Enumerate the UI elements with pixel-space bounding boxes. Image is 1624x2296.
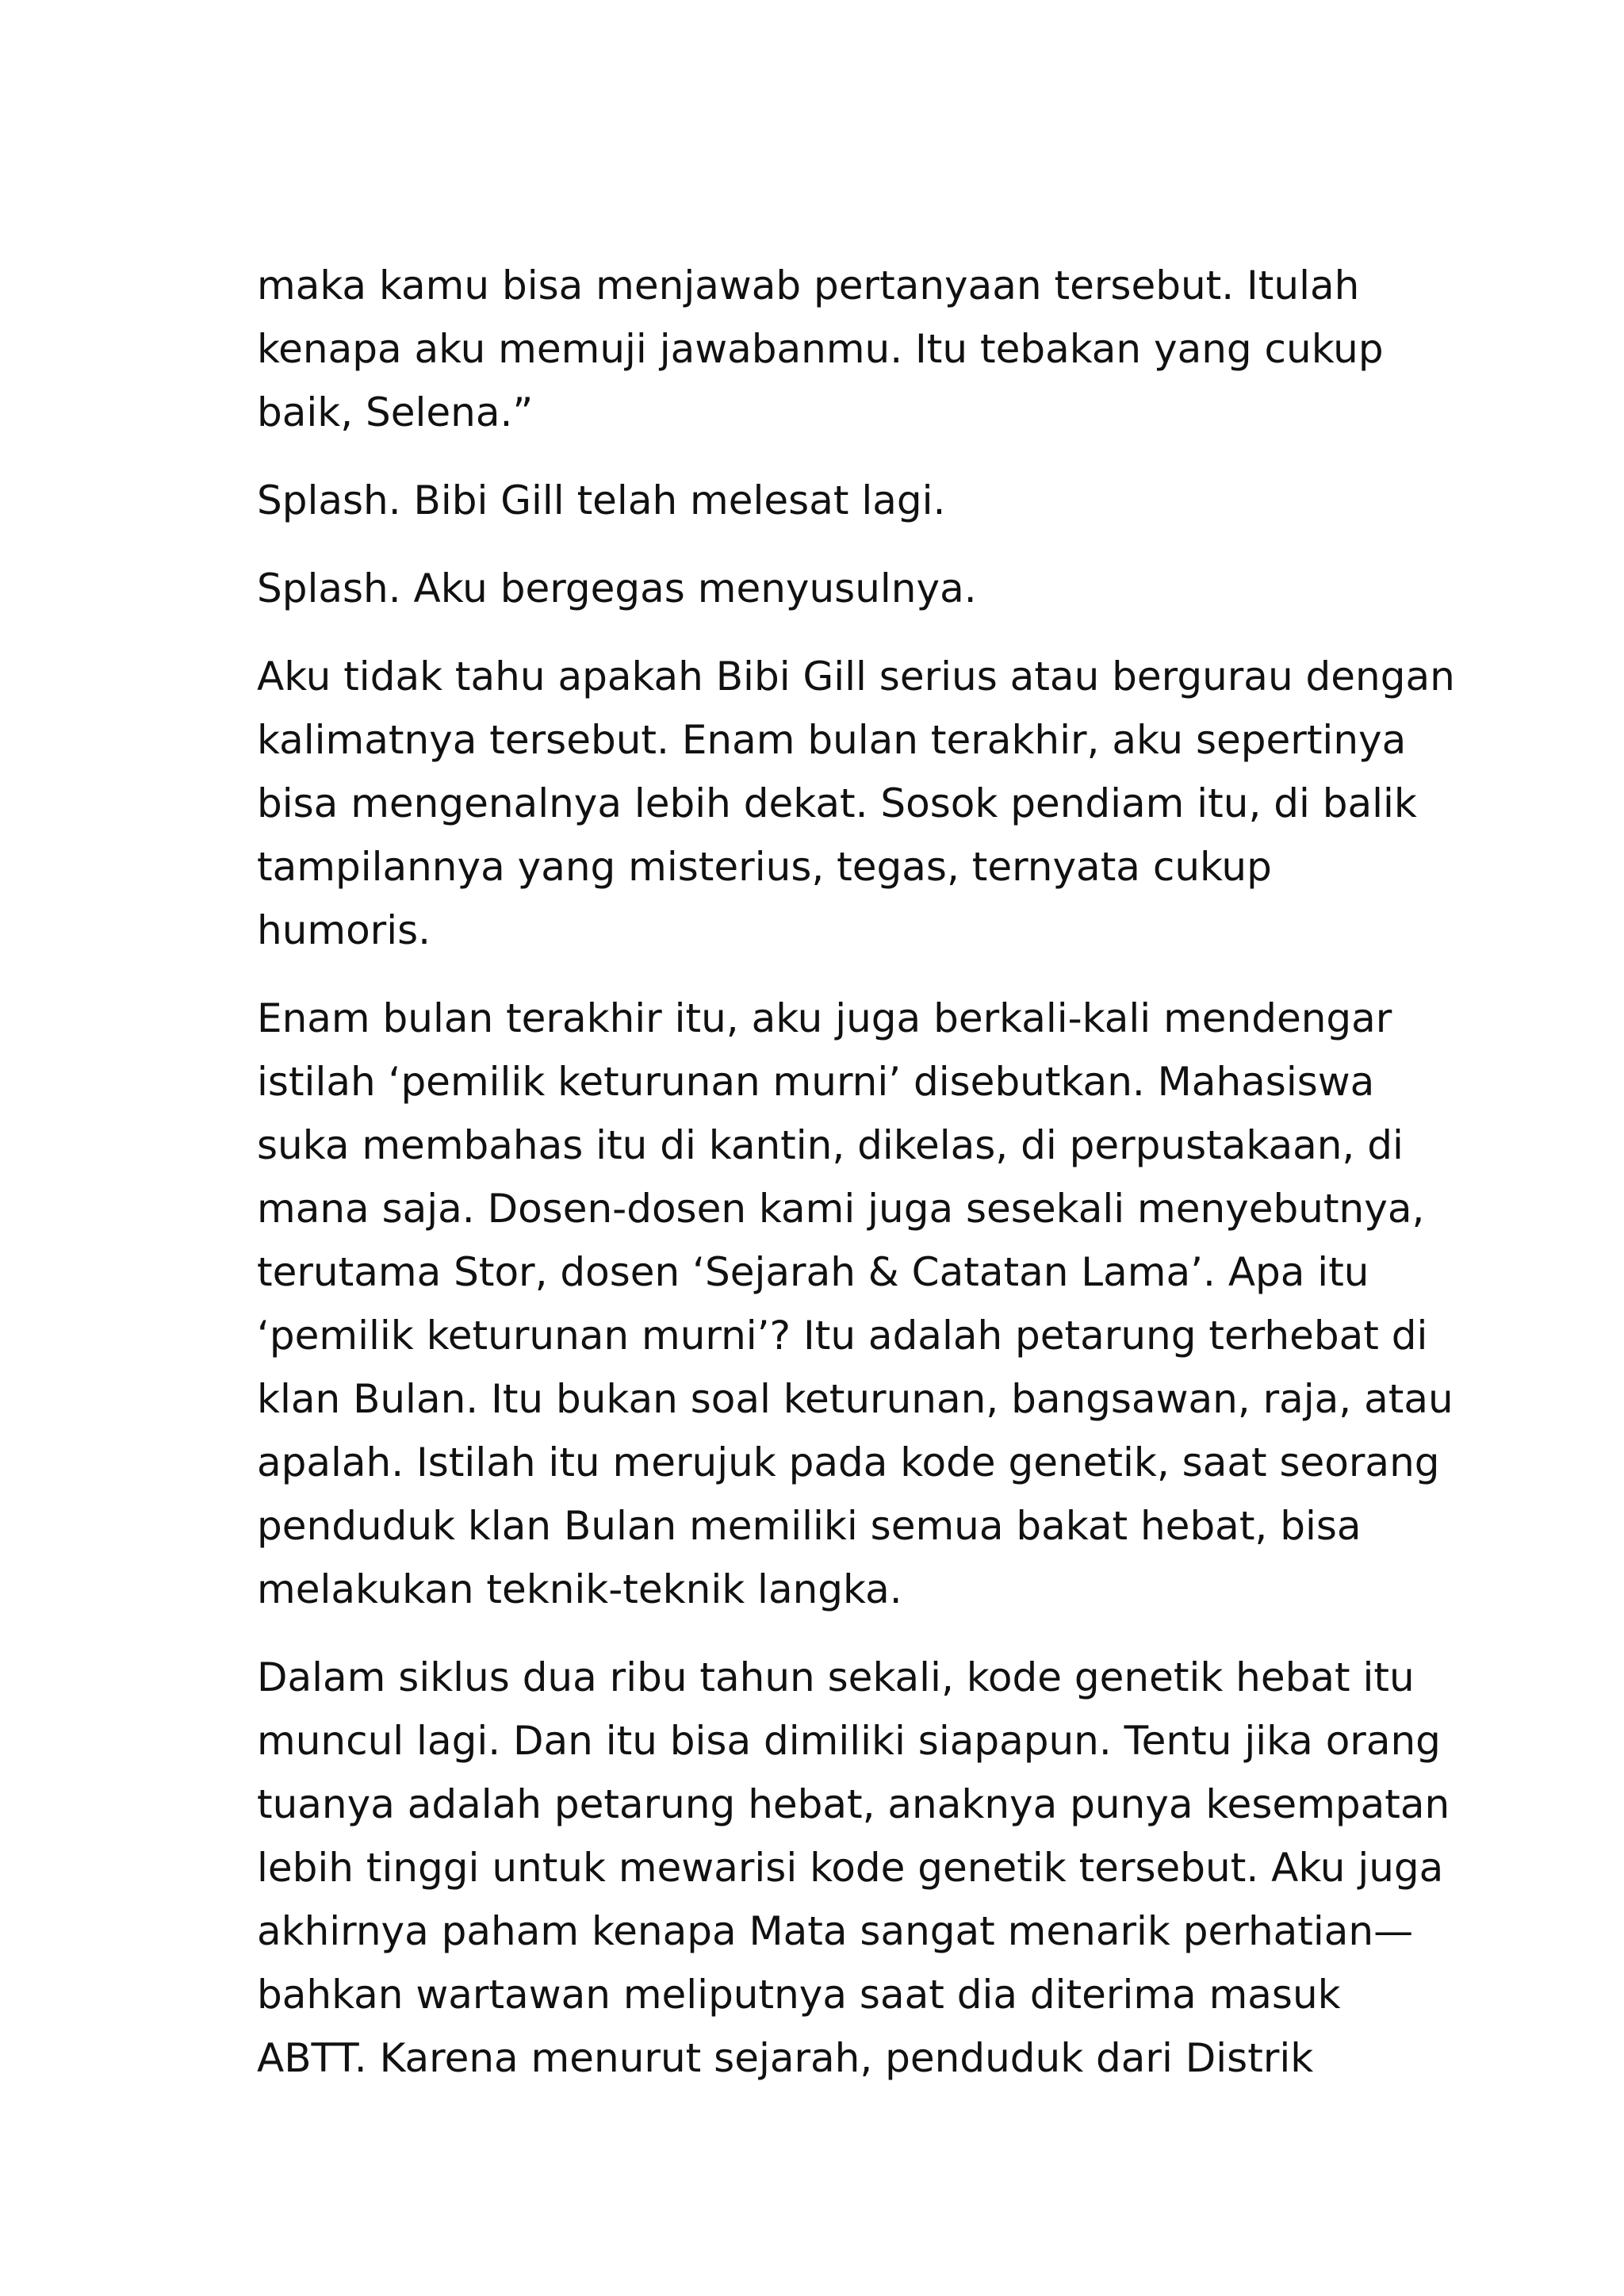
text-line: kenapa aku memuji jawabanmu. Itu tebakan yang cukup xyxy=(257,326,1384,372)
text-line: Dalam siklus dua ribu tahun sekali, kode genetik hebat itu xyxy=(257,1654,1415,1700)
text-line: bahkan wartawan meliputnya saat dia diterima masuk xyxy=(257,1972,1341,2018)
text-line: humoris. xyxy=(257,907,431,953)
text-line: baik, Selena.” xyxy=(257,389,534,435)
text-line: istilah ‘pemilik keturunan murni’ disebutkan. Mahasiswa xyxy=(257,1059,1375,1105)
paragraph-2 xyxy=(257,469,1446,532)
paragraph-6 xyxy=(257,1646,1450,2090)
paragraph-1 xyxy=(257,254,1446,444)
body-text xyxy=(257,254,1455,2090)
text-line: Aku tidak tahu apakah Bibi Gill serius atau bergurau dengan xyxy=(257,654,1455,700)
paragraph-5 xyxy=(257,987,1454,1621)
text-line: terutama Stor, dosen ‘Sejarah & Catatan Lama’. Apa itu xyxy=(257,1249,1369,1295)
text-line: tuanya adalah petarung hebat, anaknya punya kesempatan xyxy=(257,1781,1450,1827)
text-line: mana saja. Dosen-dosen kami juga sesekali menyebutnya, xyxy=(257,1186,1425,1232)
text-line: maka kamu bisa menjawab pertanyaan tersebut. Itulah xyxy=(257,263,1360,309)
text-line: klan Bulan. Itu bukan soal keturunan, bangsawan, raja, atau xyxy=(257,1376,1454,1422)
text-line: akhirnya paham kenapa Mata sangat menarik perhatian— xyxy=(257,1908,1414,1954)
text-line: tampilannya yang misterius, tegas, ternyata cukup xyxy=(257,844,1272,890)
text-line: Enam bulan terakhir itu, aku juga berkali-kali mendengar xyxy=(257,995,1392,1041)
text-line: muncul lagi. Dan itu bisa dimiliki siapapun. Tentu jika orang xyxy=(257,1718,1441,1764)
text-line: Splash. Bibi Gill telah melesat lagi. xyxy=(257,477,946,523)
text-line: lebih tinggi untuk mewarisi kode genetik tersebut. Aku juga xyxy=(257,1845,1444,1891)
paragraph-3 xyxy=(257,557,1446,620)
text-line: apalah. Istilah itu merujuk pada kode genetik, saat seorang xyxy=(257,1439,1440,1485)
paragraph-4 xyxy=(257,645,1455,962)
text-line: ‘pemilik keturunan murni’? Itu adalah petarung terhebat di xyxy=(257,1313,1428,1359)
text-line: bisa mengenalnya lebih dekat. Sosok pendiam itu, di balik xyxy=(257,780,1417,826)
text-line: penduduk klan Bulan memiliki semua bakat hebat, bisa xyxy=(257,1503,1362,1549)
text-line: suka membahas itu di kantin, dikelas, di perpustakaan, di xyxy=(257,1122,1404,1168)
text-line: Splash. Aku bergegas menyusulnya. xyxy=(257,565,977,611)
text-line: ABTT. Karena menurut sejarah, penduduk dari Distrik xyxy=(257,2035,1314,2081)
text-line: kalimatnya tersebut. Enam bulan terakhir, aku sepertinya xyxy=(257,717,1407,763)
text-line: melakukan teknik-teknik langka. xyxy=(257,1566,902,1612)
